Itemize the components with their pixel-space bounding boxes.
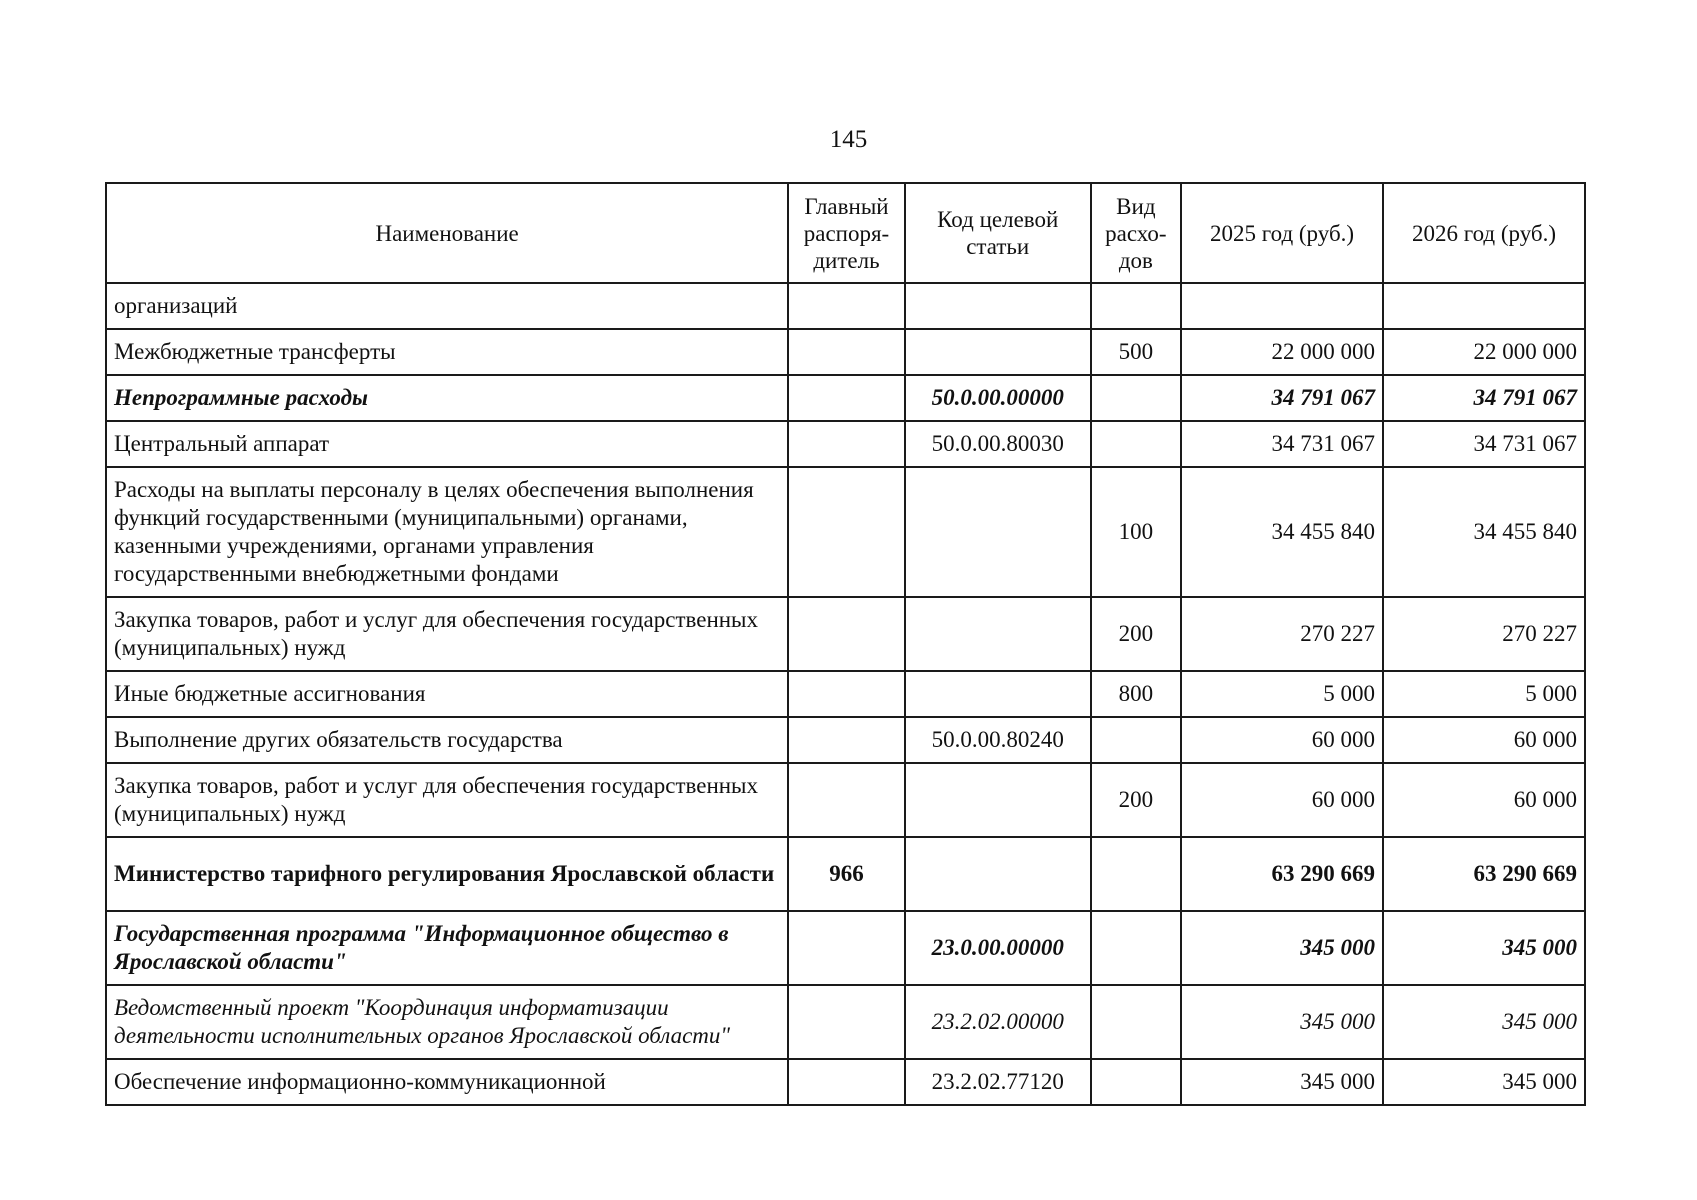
row-code: 23.0.00.00000 bbox=[905, 911, 1091, 985]
row-2026: 34 791 067 bbox=[1383, 375, 1585, 421]
row-code bbox=[905, 837, 1091, 911]
row-2025: 60 000 bbox=[1181, 763, 1383, 837]
row-name: Непрограммные расходы bbox=[106, 375, 788, 421]
table-row bbox=[106, 421, 1585, 467]
row-2026: 345 000 bbox=[1383, 1059, 1585, 1105]
row-2025: 63 290 669 bbox=[1181, 837, 1383, 911]
row-code bbox=[905, 763, 1091, 837]
row-name: Иные бюджетные ассигнования bbox=[106, 671, 788, 717]
table-row bbox=[106, 1059, 1585, 1105]
table-row bbox=[106, 837, 1585, 911]
row-expense-type: 500 bbox=[1091, 329, 1181, 375]
row-name: Расходы на выплаты персоналу в целях обеспечения выполнения функций государственными (муниципальными) органами, казенными учреждениями, органами управления государственными внебюджетными фондами bbox=[106, 467, 788, 597]
row-code: 23.2.02.00000 bbox=[905, 985, 1091, 1059]
row-code bbox=[905, 329, 1091, 375]
row-expense-type bbox=[1091, 283, 1181, 329]
table-row bbox=[106, 763, 1585, 837]
header-expense-type: Вид расхо-дов bbox=[1091, 183, 1181, 283]
header-name: Наименование bbox=[106, 183, 788, 283]
row-grbs bbox=[788, 1059, 905, 1105]
row-code: 23.2.02.77120 bbox=[905, 1059, 1091, 1105]
row-name: Центральный аппарат bbox=[106, 421, 788, 467]
row-2026: 270 227 bbox=[1383, 597, 1585, 671]
row-code bbox=[905, 283, 1091, 329]
row-name: Закупка товаров, работ и услуг для обеспечения государственных (муниципальных) нужд bbox=[106, 597, 788, 671]
row-2025: 34 455 840 bbox=[1181, 467, 1383, 597]
row-expense-type bbox=[1091, 421, 1181, 467]
row-grbs bbox=[788, 717, 905, 763]
table-row bbox=[106, 985, 1585, 1059]
row-2026: 60 000 bbox=[1383, 717, 1585, 763]
table-row bbox=[106, 467, 1585, 597]
row-name: Межбюджетные трансферты bbox=[106, 329, 788, 375]
row-2026: 60 000 bbox=[1383, 763, 1585, 837]
row-2026: 345 000 bbox=[1383, 985, 1585, 1059]
row-name: Обеспечение информационно-коммуникационной bbox=[106, 1059, 788, 1105]
row-2026: 345 000 bbox=[1383, 911, 1585, 985]
row-2025: 345 000 bbox=[1181, 911, 1383, 985]
row-2025: 60 000 bbox=[1181, 717, 1383, 763]
table-row bbox=[106, 671, 1585, 717]
row-expense-type: 200 bbox=[1091, 597, 1181, 671]
header-grbs: Главный распоря-дитель bbox=[788, 183, 905, 283]
row-2025: 345 000 bbox=[1181, 1059, 1383, 1105]
budget-table bbox=[105, 182, 1586, 1106]
table-row bbox=[106, 283, 1585, 329]
row-grbs bbox=[788, 421, 905, 467]
row-grbs bbox=[788, 597, 905, 671]
table-row bbox=[106, 717, 1585, 763]
row-code: 50.0.00.80240 bbox=[905, 717, 1091, 763]
row-code bbox=[905, 671, 1091, 717]
row-code: 50.0.00.00000 bbox=[905, 375, 1091, 421]
row-grbs: 966 bbox=[788, 837, 905, 911]
row-expense-type: 200 bbox=[1091, 763, 1181, 837]
row-2025: 270 227 bbox=[1181, 597, 1383, 671]
table-header-row bbox=[106, 183, 1585, 283]
row-name: Министерство тарифного регулирования Ярославской области bbox=[106, 837, 788, 911]
row-expense-type bbox=[1091, 1059, 1181, 1105]
row-grbs bbox=[788, 911, 905, 985]
row-name: организаций bbox=[106, 283, 788, 329]
row-2026: 22 000 000 bbox=[1383, 329, 1585, 375]
row-name: Закупка товаров, работ и услуг для обеспечения государственных (муниципальных) нужд bbox=[106, 763, 788, 837]
row-expense-type bbox=[1091, 837, 1181, 911]
row-2025 bbox=[1181, 283, 1383, 329]
row-2025: 34 791 067 bbox=[1181, 375, 1383, 421]
row-grbs bbox=[788, 375, 905, 421]
header-2025: 2025 год (руб.) bbox=[1181, 183, 1383, 283]
row-2026: 63 290 669 bbox=[1383, 837, 1585, 911]
table-row bbox=[106, 597, 1585, 671]
row-2025: 22 000 000 bbox=[1181, 329, 1383, 375]
row-expense-type: 100 bbox=[1091, 467, 1181, 597]
row-2026 bbox=[1383, 283, 1585, 329]
row-name: Ведомственный проект "Координация информатизации деятельности исполнительных органов Ярославской области" bbox=[106, 985, 788, 1059]
row-2025: 345 000 bbox=[1181, 985, 1383, 1059]
row-grbs bbox=[788, 329, 905, 375]
header-2026: 2026 год (руб.) bbox=[1383, 183, 1585, 283]
header-target-code: Код целевой статьи bbox=[905, 183, 1091, 283]
row-expense-type: 800 bbox=[1091, 671, 1181, 717]
row-2026: 34 731 067 bbox=[1383, 421, 1585, 467]
row-expense-type bbox=[1091, 985, 1181, 1059]
row-2026: 5 000 bbox=[1383, 671, 1585, 717]
row-expense-type bbox=[1091, 911, 1181, 985]
row-grbs bbox=[788, 763, 905, 837]
row-grbs bbox=[788, 985, 905, 1059]
row-expense-type bbox=[1091, 375, 1181, 421]
row-2025: 34 731 067 bbox=[1181, 421, 1383, 467]
row-code: 50.0.00.80030 bbox=[905, 421, 1091, 467]
row-code bbox=[905, 467, 1091, 597]
row-grbs bbox=[788, 283, 905, 329]
row-expense-type bbox=[1091, 717, 1181, 763]
row-name: Государственная программа "Информационное общество в Ярославской области" bbox=[106, 911, 788, 985]
row-grbs bbox=[788, 467, 905, 597]
page-number: 145 bbox=[829, 126, 868, 153]
table-row bbox=[106, 375, 1585, 421]
row-2025: 5 000 bbox=[1181, 671, 1383, 717]
row-grbs bbox=[788, 671, 905, 717]
row-name: Выполнение других обязательств государства bbox=[106, 717, 788, 763]
row-code bbox=[905, 597, 1091, 671]
table-row bbox=[106, 329, 1585, 375]
table-row bbox=[106, 911, 1585, 985]
row-2026: 34 455 840 bbox=[1383, 467, 1585, 597]
